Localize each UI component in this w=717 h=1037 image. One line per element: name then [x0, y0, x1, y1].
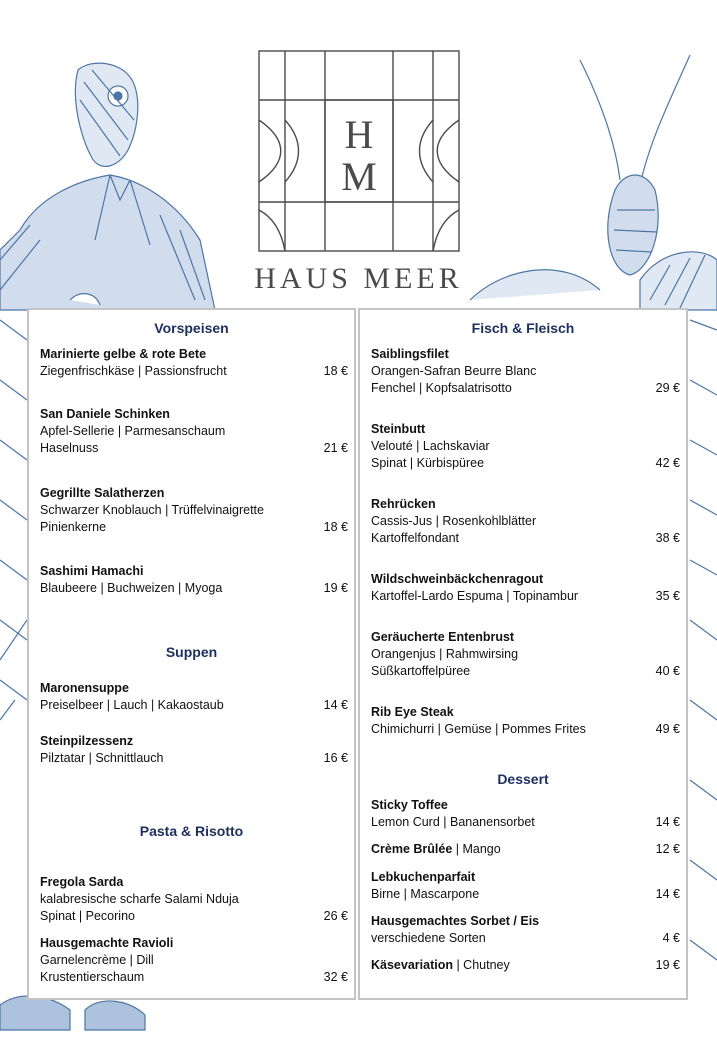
dish-price: 21 €: [323, 441, 348, 455]
menu-panel-right: [358, 308, 688, 1000]
dish-name: Fregola Sarda: [40, 875, 124, 889]
dish-description: Velouté | Lachskaviar: [371, 439, 490, 453]
dish-price: 35 €: [655, 589, 680, 603]
dish-description: Cassis-Jus | Rosenkohlblätter: [371, 514, 537, 528]
menu-item: [371, 571, 680, 605]
dish-name: Gegrillte Salatherzen: [40, 486, 165, 500]
menu-item: [371, 913, 680, 947]
dish-description: Blaubeere | Buchweizen | Myoga: [40, 581, 223, 595]
menu-item: [371, 346, 680, 397]
dish-description: Preiselbeer | Lauch | Kakaostaub: [40, 698, 224, 712]
dish-name: Steinpilzessenz: [40, 734, 134, 748]
dish-description: Pilztatar | Schnittlauch: [40, 751, 164, 765]
dish-price: 4 €: [662, 931, 680, 945]
menu-panel-left: [27, 308, 356, 1000]
haus-meer-logo: [258, 50, 460, 252]
dish-price: 19 €: [323, 581, 348, 595]
menu-item: [371, 869, 680, 903]
menu-item: [40, 935, 348, 986]
monogram-h: H: [344, 112, 374, 157]
dish-description: | Chutney: [452, 958, 510, 972]
dish-name: Wildschweinbäckchenragout: [371, 572, 544, 586]
dish-price: 14 €: [655, 887, 680, 901]
dish-description: Apfel-Sellerie | Parmesanschaum: [40, 424, 226, 438]
menu-item: [371, 629, 680, 680]
dish-description: Birne | Mascarpone: [371, 887, 480, 901]
dish-description: Kartoffel-Lardo Espuma | Topinambur: [371, 589, 579, 603]
dish-description: Süßkartoffelpüree: [371, 664, 471, 678]
dish-name: Crème Brûlée: [371, 842, 453, 856]
dish-description: Krustentierschaum: [40, 970, 145, 984]
dish-description: Garnelencrème | Dill: [40, 953, 154, 967]
menu-item: [40, 485, 348, 536]
dish-description: Haselnuss: [40, 441, 99, 455]
dish-name: Steinbutt: [371, 422, 426, 436]
menu-item: [371, 957, 680, 974]
dish-price: 14 €: [655, 815, 680, 829]
dish-name: Käsevariation: [371, 958, 453, 972]
menu-item: [371, 797, 680, 831]
menu-item: [371, 421, 680, 472]
dish-description: verschiedene Sorten: [371, 931, 486, 945]
dish-name: Rehrücken: [371, 497, 436, 511]
dish-price: 38 €: [655, 531, 680, 545]
menu-item: [40, 874, 348, 925]
section-title-vorspeisen: Vorspeisen: [154, 320, 229, 336]
dish-name: Marinierte gelbe & rote Bete: [40, 347, 207, 361]
menu-item: [371, 496, 680, 547]
dish-description: Lemon Curd | Bananensorbet: [371, 815, 535, 829]
section-title-suppen: Suppen: [165, 644, 218, 660]
dish-price: 16 €: [323, 751, 348, 765]
dish-description: Spinat | Kürbispüree: [371, 456, 485, 470]
dish-description: kalabresische scharfe Salami Nduja: [40, 892, 239, 906]
monogram-m: M: [341, 154, 377, 199]
dish-price: 26 €: [323, 909, 348, 923]
dish-name: Sashimi Hamachi: [40, 564, 144, 578]
dish-description: Orangenjus | Rahmwirsing: [371, 647, 519, 661]
dish-name: Maronensuppe: [40, 681, 129, 695]
menu-item: [371, 841, 680, 858]
dish-price: 49 €: [655, 722, 680, 736]
menu-item: [371, 704, 680, 738]
dish-description: Spinat | Pecorino: [40, 909, 135, 923]
brand-name: HAUS MEER: [254, 262, 463, 295]
dish-description: Chimichurri | Gemüse | Pommes Frites: [371, 722, 586, 736]
menu-item: [40, 406, 348, 457]
menu-item: [40, 733, 348, 767]
dish-name: San Daniele Schinken: [40, 407, 170, 421]
dish-name: Geräucherte Entenbrust: [371, 630, 515, 644]
dish-description: Orangen-Safran Beurre Blanc: [371, 364, 537, 378]
dish-price: 32 €: [323, 970, 348, 984]
dish-price: 14 €: [323, 698, 348, 712]
dish-name: Hausgemachtes Sorbet / Eis: [371, 914, 540, 928]
dish-description: Kartoffelfondant: [371, 531, 460, 545]
menu-item: [40, 680, 348, 714]
dish-price: 42 €: [655, 456, 680, 470]
section-title-pasta-risotto: Pasta & Risotto: [139, 823, 244, 839]
menu-item: [40, 346, 348, 380]
dish-price: 40 €: [655, 664, 680, 678]
dish-price: 29 €: [655, 381, 680, 395]
section-title-fisch-fleisch: Fisch & Fleisch: [471, 320, 575, 336]
dish-price: 12 €: [655, 842, 680, 856]
dish-description: Ziegenfrischkäse | Passionsfrucht: [40, 364, 227, 378]
dish-description: Pinienkerne: [40, 520, 107, 534]
dish-description: Schwarzer Knoblauch | Trüffelvinaigrette: [40, 503, 264, 517]
section-title-dessert: Dessert: [497, 771, 549, 787]
dish-name: Saiblingsfilet: [371, 347, 449, 361]
dish-name: Rib Eye Steak: [371, 705, 454, 719]
menu-item: [40, 563, 348, 597]
dish-price: 18 €: [323, 520, 348, 534]
dish-price: 18 €: [323, 364, 348, 378]
dish-name: Sticky Toffee: [371, 798, 448, 812]
dish-description: | Mango: [452, 842, 501, 856]
dish-name: Lebkuchenparfait: [371, 870, 476, 884]
dish-description: Fenchel | Kopfsalatrisotto: [371, 381, 512, 395]
dish-price: 19 €: [655, 958, 680, 972]
dish-name: Hausgemachte Ravioli: [40, 936, 174, 950]
